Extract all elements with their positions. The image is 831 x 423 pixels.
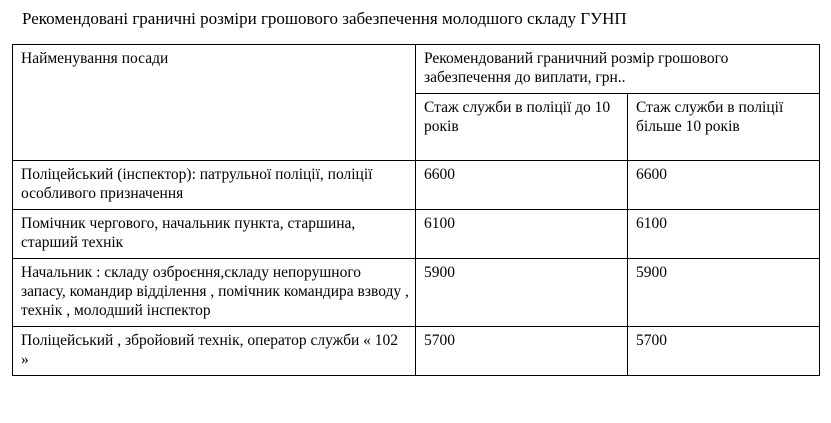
cell-over-10: 5700 (628, 327, 820, 376)
column-header-position: Найменування посади (13, 45, 416, 161)
table-row (13, 327, 820, 376)
cell-position: Помічник чергового, начальник пункта, старшина, старший технік (13, 210, 416, 259)
cell-over-10: 6100 (628, 210, 820, 259)
cell-position: Начальник : складу озброєння,складу непорушного запасу, командир відділення , помічник командира взводу , технік , молодший інспектор (13, 259, 416, 327)
cell-under-10: 5700 (416, 327, 628, 376)
column-header-service-under-10: Стаж служби в поліції до 10 років (416, 94, 628, 161)
cell-under-10: 6100 (416, 210, 628, 259)
table-header-row-1 (13, 45, 820, 94)
page-title: Рекомендовані граничні розміри грошового забезпечення молодшого складу ГУНП (22, 9, 627, 28)
cell-over-10: 5900 (628, 259, 820, 327)
cell-over-10: 6600 (628, 161, 820, 210)
cell-position: Поліцейський , збройовий технік, оператор служби « 102 » (13, 327, 416, 376)
table-row (13, 259, 820, 327)
cell-under-10: 6600 (416, 161, 628, 210)
salary-table-container (12, 44, 819, 376)
cell-under-10: 5900 (416, 259, 628, 327)
column-header-amount-group: Рекомендований граничний розмір грошового забезпечення до виплати, грн.. (416, 45, 820, 94)
table-row (13, 210, 820, 259)
table-row (13, 161, 820, 210)
column-header-service-over-10: Стаж служби в поліції більше 10 років (628, 94, 820, 161)
cell-position: Поліцейський (інспектор): патрульної поліції, поліції особливого призначення (13, 161, 416, 210)
salary-table (12, 44, 820, 376)
